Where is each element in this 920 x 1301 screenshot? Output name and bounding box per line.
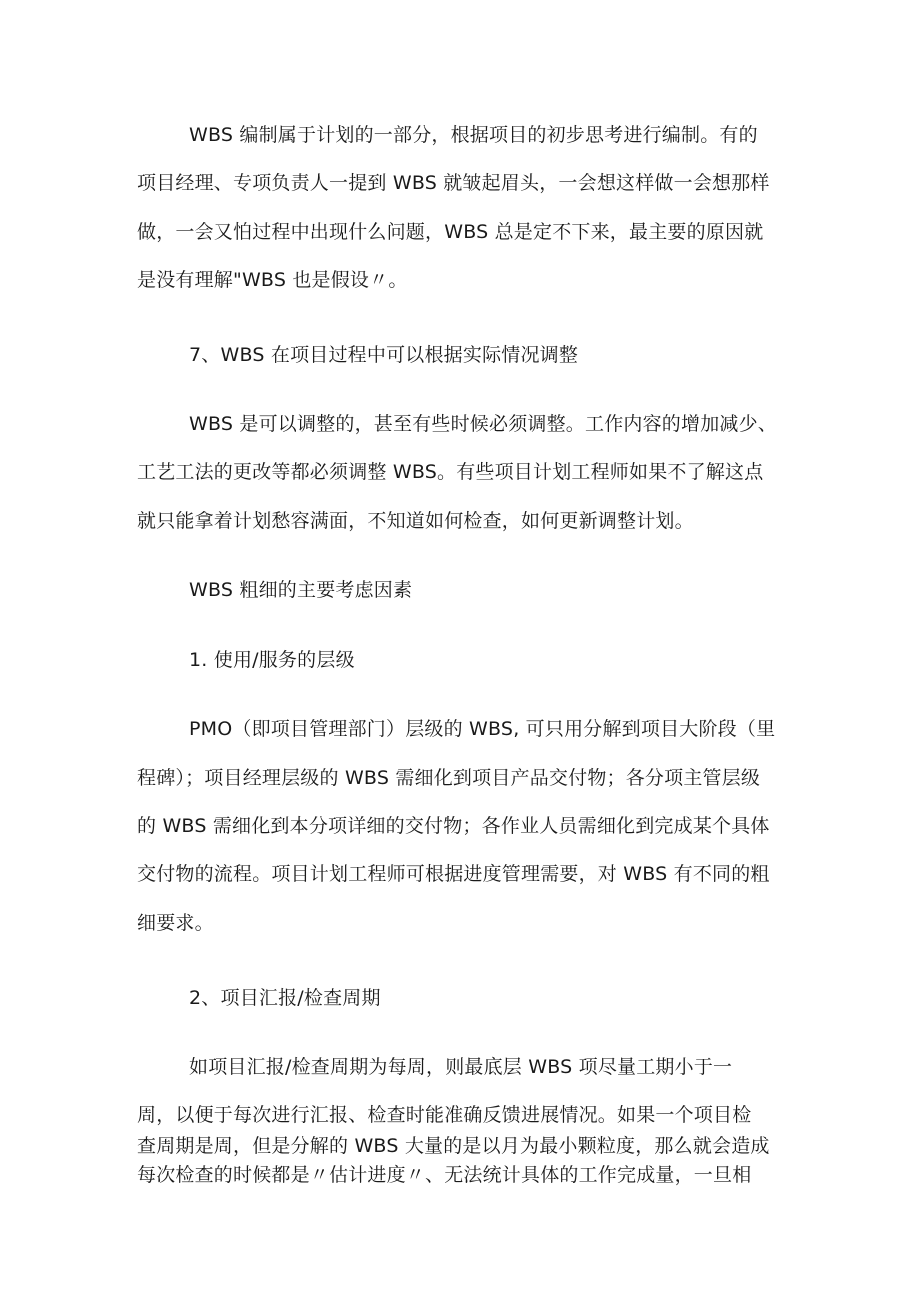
heading-wbs-granularity: WBS 粗细的主要考虑因素 — [189, 579, 413, 601]
para1-line1: WBS 编制属于计划的一部分，根据项目的初步思考进行编制。有的 — [189, 124, 758, 146]
para2-line3: 就只能拿着计划愁容满面，不知道如何检查，如何更新调整计划。 — [137, 510, 694, 532]
para4-line2: 周，以便于每次进行汇报、检查时能准确反馈进展情况。如果一个项目检 — [137, 1104, 752, 1126]
para2-line2: 工艺工法的更改等都必须调整 WBS。有些项目计划工程师如果不了解这点 — [137, 461, 764, 483]
para1-line4: 是没有理解"WBS 也是假设〃。 — [137, 269, 408, 291]
heading-7-adjust: 7、WBS 在项目过程中可以根据实际情况调整 — [189, 344, 579, 366]
para3-line1: PMO（即项目管理部门）层级的 WBS, 可只用分解到项目大阶段（里 — [189, 718, 776, 740]
para3-line2: 程碑）；项目经理层级的 WBS 需细化到项目产品交付物；各分项主管层级 — [137, 767, 761, 789]
para4-line1: 如项目汇报/检查周期为每周，则最底层 WBS 项尽量工期小于一 — [189, 1056, 733, 1078]
para4-line4: 每次检查的时候都是〃估计进度〃、无法统计具体的工作完成量，一旦相 — [137, 1164, 752, 1186]
para3-line4: 交付物的流程。项目计划工程师可根据进度管理需要，对 WBS 有不同的粗 — [137, 863, 770, 885]
para2-line1: WBS 是可以调整的，甚至有些时候必须调整。工作内容的增加减少、 — [189, 413, 777, 435]
para3-line3: 的 WBS 需细化到本分项详细的交付物；各作业人员需细化到完成某个具体 — [137, 815, 770, 837]
heading-2-report-cycle: 2、项目汇报/检查周期 — [189, 987, 381, 1009]
para3-line5: 细要求。 — [137, 912, 214, 934]
para1-line3: 做，一会又怕过程中出现什么问题，WBS 总是定不下来，最主要的原因就 — [137, 221, 764, 243]
para1-line2: 项目经理、专项负责人一提到 WBS 就皱起眉头，一会想这样做一会想那样 — [137, 172, 770, 194]
heading-1-levels: 1. 使用/服务的层级 — [189, 649, 355, 671]
para4-line3: 查周期是周，但是分解的 WBS 大量的是以月为最小颗粒度，那么就会造成 — [137, 1135, 770, 1157]
